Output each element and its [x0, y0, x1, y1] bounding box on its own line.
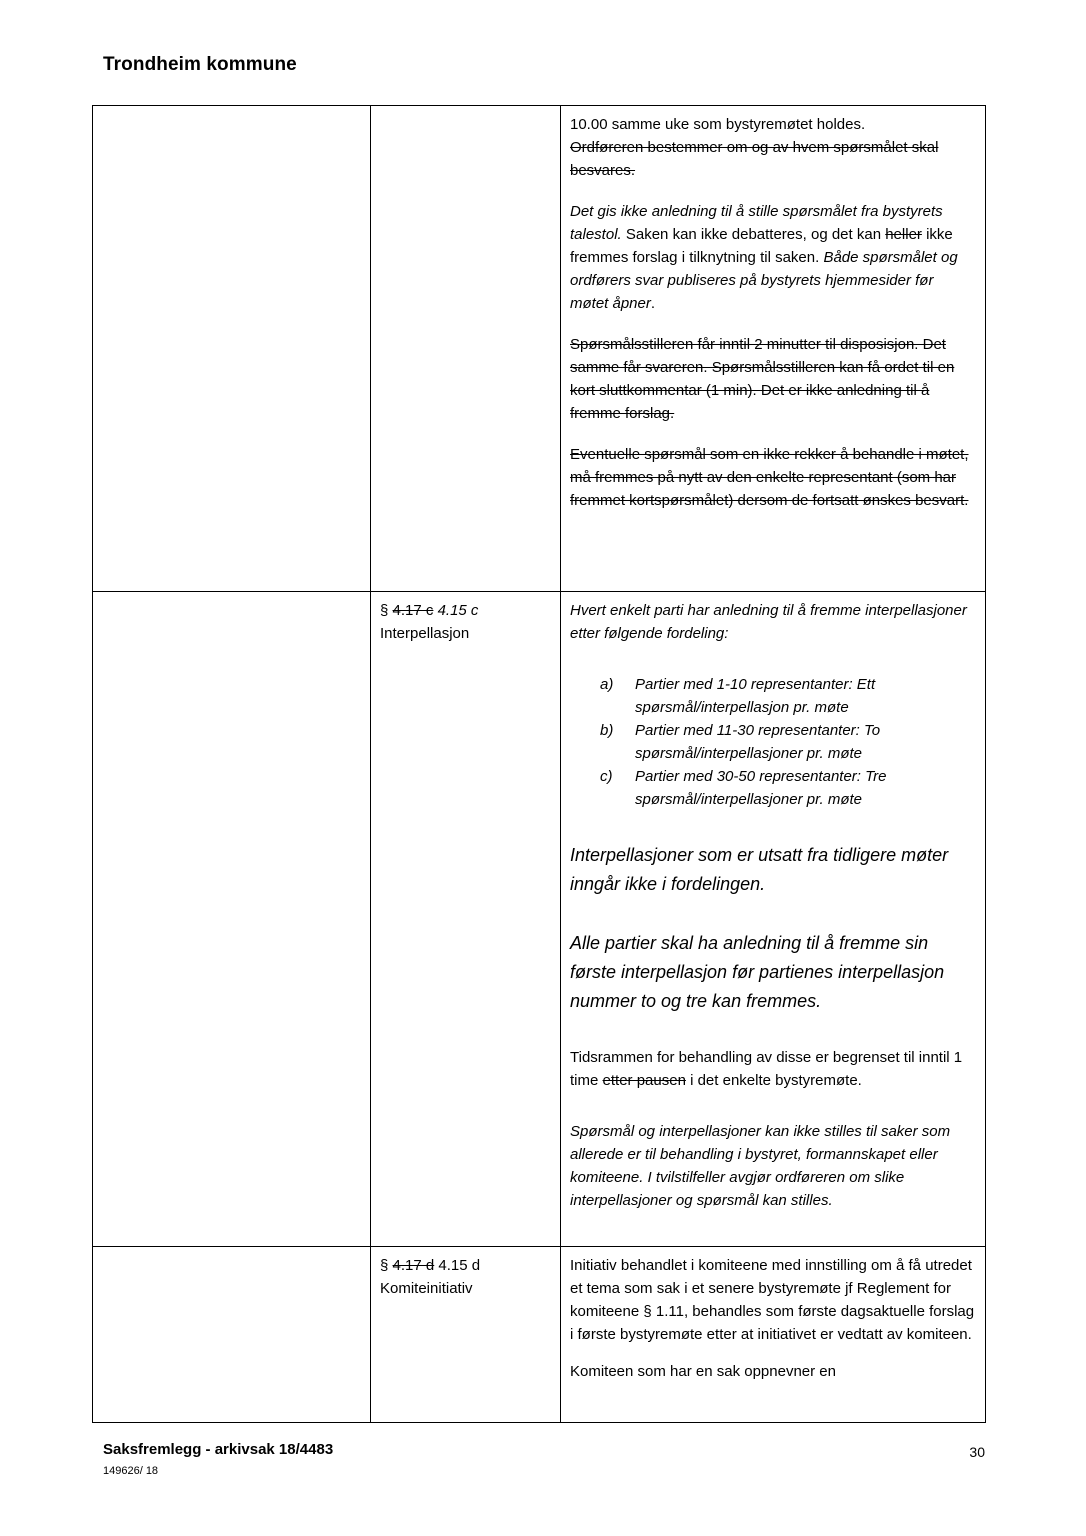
body-text-cell	[561, 1247, 986, 1423]
section-ref-line	[380, 599, 550, 622]
body-text-cell	[561, 592, 986, 1247]
paragraph	[570, 113, 975, 182]
paragraph	[570, 929, 975, 1016]
regulation-table	[92, 105, 986, 1423]
section-ref-cell	[371, 106, 561, 592]
text-run: heller	[885, 226, 922, 243]
text-run: i det enkelte bystyremøte.	[685, 1072, 862, 1089]
text-run: Interpellasjon	[380, 625, 470, 642]
text-run: Komiteen som har en sak oppnevner en	[570, 1363, 836, 1380]
page-title: Trondheim kommune	[103, 54, 297, 75]
table-row	[93, 592, 986, 1247]
text-run: 4.15 c	[437, 602, 479, 619]
text-run: Spørsmål og interpellasjoner kan ikke stilles til saker som allerede er til behandling i bystyret, formannskapet eller komiteene. I tvilstilfeller avgjør ordføreren om slike interpellasjoner og spørsmål kan stilles.	[570, 1123, 951, 1209]
paragraph	[570, 1120, 975, 1212]
text-run: Ordføreren bestemmer om og av hvem spørsmålet skal besvares.	[570, 139, 939, 179]
text-run: Eventuelle spørsmål som en ikke rekker å behandle i møtet, må fremmes på nytt av den enkelte representant (som har fremmet kortspørsmålet) dersom de fortsatt ønskes besvart.	[570, 446, 969, 509]
section-ref-cell	[371, 592, 561, 1247]
footer-doc-title: Saksfremlegg - arkivsak 18/4483	[103, 1441, 334, 1458]
paragraph	[570, 599, 975, 645]
paragraph	[570, 1046, 975, 1092]
body-text-cell	[561, 106, 986, 592]
paragraph	[570, 1254, 975, 1346]
list-marker: c)	[600, 768, 613, 785]
text-run: §	[380, 602, 393, 619]
text-run: Alle partier skal ha anledning til å fremme sin første interpellasjon før partienes interpellasjon nummer to og tre kan fremmes.	[570, 933, 945, 1011]
text-run: 10.00 samme uke som bystyremøtet holdes.	[570, 116, 866, 133]
section-ref-line	[380, 622, 550, 645]
text-run: Saken kan ikke debatteres, og det kan	[621, 226, 886, 243]
section-ref-cell	[371, 1247, 561, 1423]
text-run: Både spørsmålet og ordførers svar publiseres på bystyrets hjemmesider før møtet åpner	[570, 249, 958, 312]
table-row	[93, 106, 986, 592]
list-marker: a)	[600, 676, 614, 693]
list-item	[570, 673, 975, 719]
page-number: 30	[969, 1444, 985, 1460]
text-run: Hvert enkelt parti har anledning til å fremme interpellasjoner etter følgende fordeling:	[570, 602, 967, 642]
text-run: §	[380, 1257, 393, 1274]
text-run: etter pausen	[602, 1072, 686, 1089]
text-run: ikke fremmes forslag i tilknytning til saken.	[570, 226, 953, 266]
list-marker: b)	[600, 722, 614, 739]
text-run: Partier med 1-10 representanter: Ett spørsmål/interpellasjon pr. møte	[635, 676, 876, 716]
text-run: Initiativ behandlet i komiteene med innstilling om å få utredet et tema som sak i et senere bystyremøte jf Reglement for komiteene § 1.11, behandles som første dagsaktuelle forslag i første bystyremøte etter at initiativet er vedtatt av komiteen.	[570, 1257, 975, 1343]
text-run: Tidsrammen for behandling av disse er begrenset til inntil 1 time	[570, 1049, 963, 1089]
list-item	[570, 765, 975, 811]
regulation-table-body	[93, 106, 986, 1423]
table-row	[93, 1247, 986, 1423]
text-run: Partier med 30-50 representanter: Tre spørsmål/interpellasjoner pr. møte	[635, 768, 887, 808]
list-item	[570, 719, 975, 765]
paragraph	[570, 841, 975, 899]
section-ref-line	[380, 1277, 550, 1300]
text-run: Spørsmålsstilleren får inntil 2 minutter til disposisjon. Det samme får svareren. Spørsmålsstilleren kan få ordet til en kort sluttkommentar (1 min). Det er ikke anledning til å fremme forslag.	[570, 336, 955, 422]
paragraph	[570, 443, 975, 512]
page-footer	[103, 1440, 985, 1478]
text-run: Interpellasjoner som er utsatt fra tidligere møter inngår ikke i fordelingen.	[570, 845, 949, 894]
paragraph	[570, 1360, 975, 1383]
text-run: 4.17 d	[392, 1257, 435, 1274]
text-run: .	[650, 295, 656, 312]
text-run: Komiteinitiativ	[380, 1280, 473, 1297]
text-run: 4.15 d	[438, 1257, 481, 1274]
text-run: Det gis ikke anledning til å stille spørsmålet fra bystyrets talestol.	[570, 203, 943, 243]
left-empty-cell	[93, 592, 371, 1247]
paragraph	[570, 200, 975, 315]
footer-doc-ref: 149626/ 18	[103, 1465, 159, 1477]
lettered-list	[570, 673, 975, 811]
text-run: Partier med 11-30 representanter: To spørsmål/interpellasjoner pr. møte	[635, 722, 881, 762]
paragraph	[570, 333, 975, 425]
section-ref-line	[380, 1254, 550, 1277]
left-empty-cell	[93, 106, 371, 592]
left-empty-cell	[93, 1247, 371, 1423]
footer-left	[103, 1440, 333, 1478]
text-run: 4.17 c	[392, 602, 434, 619]
